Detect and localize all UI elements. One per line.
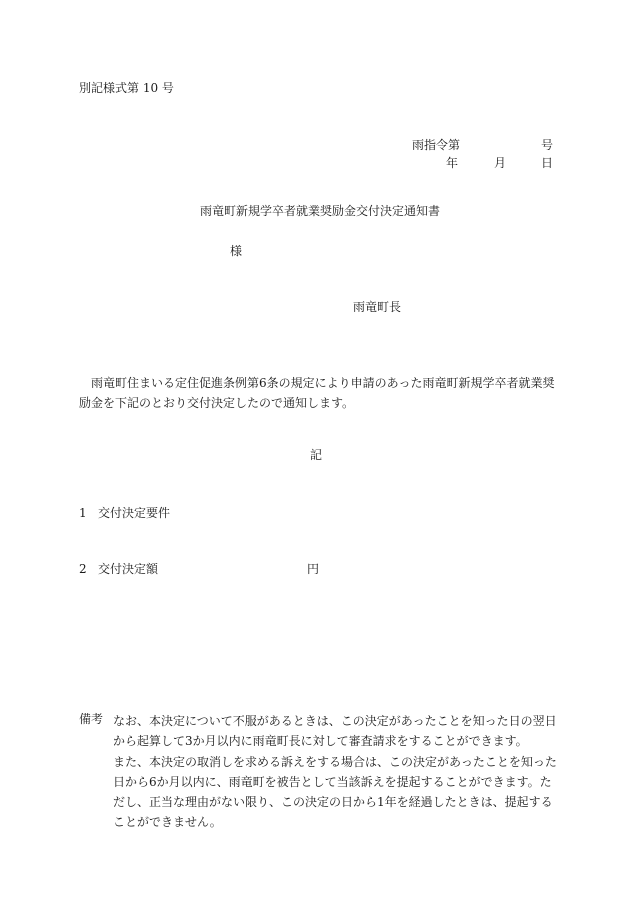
form-number: 別記様式第 10 号 — [79, 81, 174, 95]
date-year: 年 — [446, 156, 459, 170]
document-number-suffix: 号 — [541, 138, 554, 152]
issuer: 雨竜町長 — [353, 300, 402, 314]
remarks-paragraph-1: なお、本決定について不服があるときは、この決定があったことを知った日の翌日から起算して3か月以内に雨竜町長に対して審査請求をすることができます。 — [113, 714, 557, 748]
date-month: 月 — [494, 156, 507, 170]
item-2-number: 2 — [79, 562, 87, 576]
item-1-number: 1 — [79, 506, 87, 520]
item-2-unit: 円 — [307, 562, 320, 576]
body-text: 雨竜町住まいる定住促進条例第6条の規定により申請のあった雨竜町新規学卒者就業奨励金を下記のとおり交付決定したので通知します。 — [79, 376, 555, 410]
document-title: 雨竜町新規学卒者就業奨励金交付決定通知書 — [200, 204, 441, 218]
item-1-label: 交付決定要件 — [98, 506, 171, 520]
date-day: 日 — [541, 156, 554, 170]
ki-heading: 記 — [310, 448, 323, 462]
remarks-paragraph-2: また、本決定の取消しを求める訴えをする場合は、この決定があったことを知った日から6か月以内に、雨竜町を被告として当該訴えを提起することができます。ただし、正当な理由がない限り、この決定の日から1年を経過したときは、提起することができません。 — [113, 755, 557, 829]
document-number-label: 雨指令第 — [412, 138, 461, 152]
remarks-label: 備考 — [79, 712, 104, 726]
addressee-honorific: 様 — [230, 244, 243, 258]
item-2-label: 交付決定額 — [98, 562, 159, 576]
remarks-body — [113, 711, 559, 832]
